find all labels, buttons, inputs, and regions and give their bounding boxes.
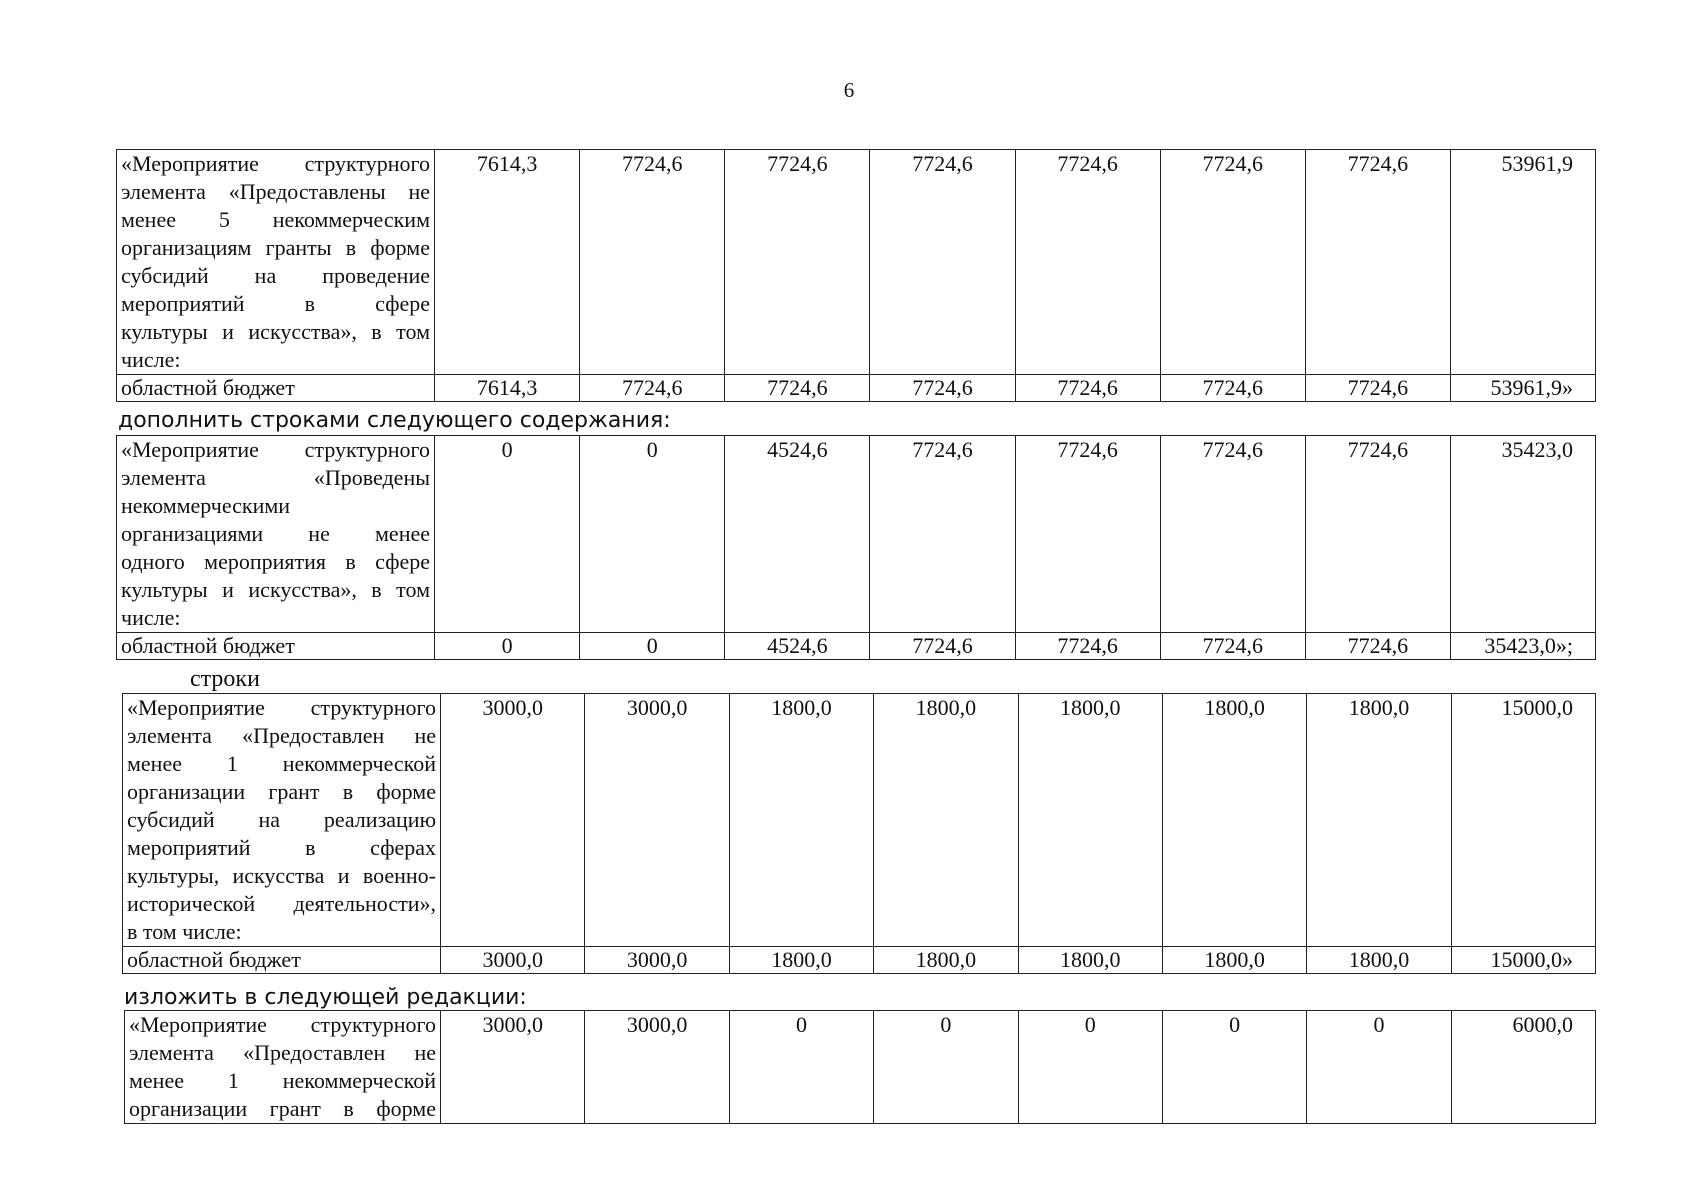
table-block-3 [122, 693, 1596, 974]
budget-table [124, 1010, 1596, 1124]
value-cell: 7724,6 [725, 375, 870, 402]
value-cell: 7724,6 [580, 375, 725, 402]
value-cell: 7724,6 [1015, 150, 1160, 375]
value-cell: 7724,6 [1160, 436, 1305, 633]
instruction-rows: строки [190, 666, 260, 692]
value-cell: 1800,0 [1162, 947, 1306, 974]
table-block-2 [116, 435, 1596, 660]
value-cell: 1800,0 [1307, 947, 1451, 974]
value-cell: 7724,6 [870, 375, 1015, 402]
label-line: элемента «Предоставлены не [121, 179, 430, 204]
label-line: «Мероприятие структурного [121, 437, 430, 462]
value-cell: 0 [1307, 1011, 1451, 1124]
label-line: в том числе: [127, 919, 242, 944]
value-cell: 1800,0 [1162, 694, 1306, 947]
value-cell: 3000,0 [585, 947, 729, 974]
label-line: организациям гранты в форме [121, 235, 430, 260]
label-line: менее 1 некоммерческой [127, 751, 436, 776]
table-block-1 [116, 149, 1596, 402]
value-cell: 3000,0 [441, 947, 585, 974]
value-cell: 7724,6 [1015, 436, 1160, 633]
value-cell: 7724,6 [1305, 436, 1450, 633]
label-line: числе: [121, 347, 181, 372]
total-cell: 15000,0» [1451, 947, 1595, 974]
value-cell: 7724,6 [1305, 375, 1450, 402]
budget-table [116, 149, 1596, 402]
value-cell: 0 [580, 633, 725, 660]
total-cell: 35423,0»; [1450, 633, 1595, 660]
value-cell: 7724,6 [1305, 633, 1450, 660]
page-number: 6 [843, 78, 855, 102]
value-cell: 7724,6 [725, 150, 870, 375]
label-line: исторической деятельности», [127, 891, 436, 916]
label-line: мероприятий в сфере [121, 291, 430, 316]
value-cell: 7724,6 [1160, 150, 1305, 375]
budget-source-label: областной бюджет [117, 633, 435, 660]
value-cell: 0 [1018, 1011, 1162, 1124]
budget-table [122, 693, 1596, 974]
table-row [117, 150, 1596, 375]
budget-source-label: областной бюджет [117, 375, 435, 402]
value-cell: 0 [435, 633, 580, 660]
value-cell: 7724,6 [870, 436, 1015, 633]
value-cell: 1800,0 [1307, 694, 1451, 947]
table-row [117, 375, 1596, 402]
measure-label [123, 694, 441, 947]
label-line: организациями не менее [121, 521, 430, 546]
value-cell: 3000,0 [585, 694, 729, 947]
value-cell: 4524,6 [725, 436, 870, 633]
label-line: одного мероприятия в сфере [121, 549, 430, 574]
value-cell: 1800,0 [874, 694, 1018, 947]
label-line: организации грант в форме [127, 779, 436, 804]
label-line: элемента «Предоставлен не [129, 1040, 436, 1065]
value-cell: 1800,0 [729, 694, 873, 947]
value-cell: 1800,0 [1018, 947, 1162, 974]
label-line: культуры и искусства», в том [121, 577, 430, 602]
label-line: «Мероприятие структурного [129, 1012, 436, 1037]
value-cell: 7724,6 [1305, 150, 1450, 375]
label-line: элемента «Проведены [121, 465, 430, 490]
value-cell: 4524,6 [725, 633, 870, 660]
table-row [123, 694, 1596, 947]
label-line: числе: [121, 605, 181, 630]
label-line: субсидий на проведение [121, 263, 430, 288]
value-cell: 3000,0 [441, 1011, 585, 1124]
table-block-4 [124, 1010, 1596, 1124]
budget-source-label: областной бюджет [123, 947, 441, 974]
total-cell: 6000,0 [1451, 1011, 1595, 1124]
label-line: менее 1 некоммерческой [129, 1068, 436, 1093]
value-cell: 0 [435, 436, 580, 633]
budget-table [116, 435, 1596, 660]
value-cell: 7614,3 [435, 150, 580, 375]
label-line: организации грант в форме [129, 1096, 436, 1121]
measure-label [125, 1011, 441, 1124]
label-line: мероприятий в сферах [127, 835, 436, 860]
value-cell: 7724,6 [870, 633, 1015, 660]
total-cell: 53961,9» [1450, 375, 1595, 402]
value-cell: 7724,6 [1015, 633, 1160, 660]
label-line: некоммерческими [121, 493, 291, 518]
label-line: субсидий на реализацию [127, 807, 436, 832]
value-cell: 3000,0 [441, 694, 585, 947]
table-row [125, 1011, 1596, 1124]
total-cell: 53961,9 [1450, 150, 1595, 375]
value-cell: 0 [580, 436, 725, 633]
value-cell: 1800,0 [1018, 694, 1162, 947]
value-cell: 7724,6 [1160, 375, 1305, 402]
instruction-add-rows: дополнить строками следующего содержания: [118, 408, 671, 433]
value-cell: 1800,0 [874, 947, 1018, 974]
label-line: «Мероприятие структурного [127, 695, 436, 720]
value-cell: 7724,6 [1160, 633, 1305, 660]
label-line: менее 5 некоммерческим [121, 207, 430, 232]
value-cell: 7724,6 [870, 150, 1015, 375]
value-cell: 1800,0 [729, 947, 873, 974]
value-cell: 0 [1162, 1011, 1306, 1124]
label-line: «Мероприятие структурного [121, 151, 430, 176]
table-row [117, 436, 1596, 633]
label-line: культуры и искусства», в том [121, 319, 430, 344]
value-cell: 0 [729, 1011, 873, 1124]
label-line: элемента «Предоставлен не [127, 723, 436, 748]
value-cell: 7614,3 [435, 375, 580, 402]
value-cell: 7724,6 [1015, 375, 1160, 402]
label-line: культуры, искусства и военно- [127, 863, 436, 888]
measure-label [117, 436, 435, 633]
total-cell: 15000,0 [1451, 694, 1595, 947]
value-cell: 7724,6 [580, 150, 725, 375]
table-row [117, 633, 1596, 660]
value-cell: 3000,0 [585, 1011, 729, 1124]
instruction-restate: изложить в следующей редакции: [124, 985, 527, 1010]
total-cell: 35423,0 [1450, 436, 1595, 633]
value-cell: 0 [874, 1011, 1018, 1124]
measure-label [117, 150, 435, 375]
table-row [123, 947, 1596, 974]
